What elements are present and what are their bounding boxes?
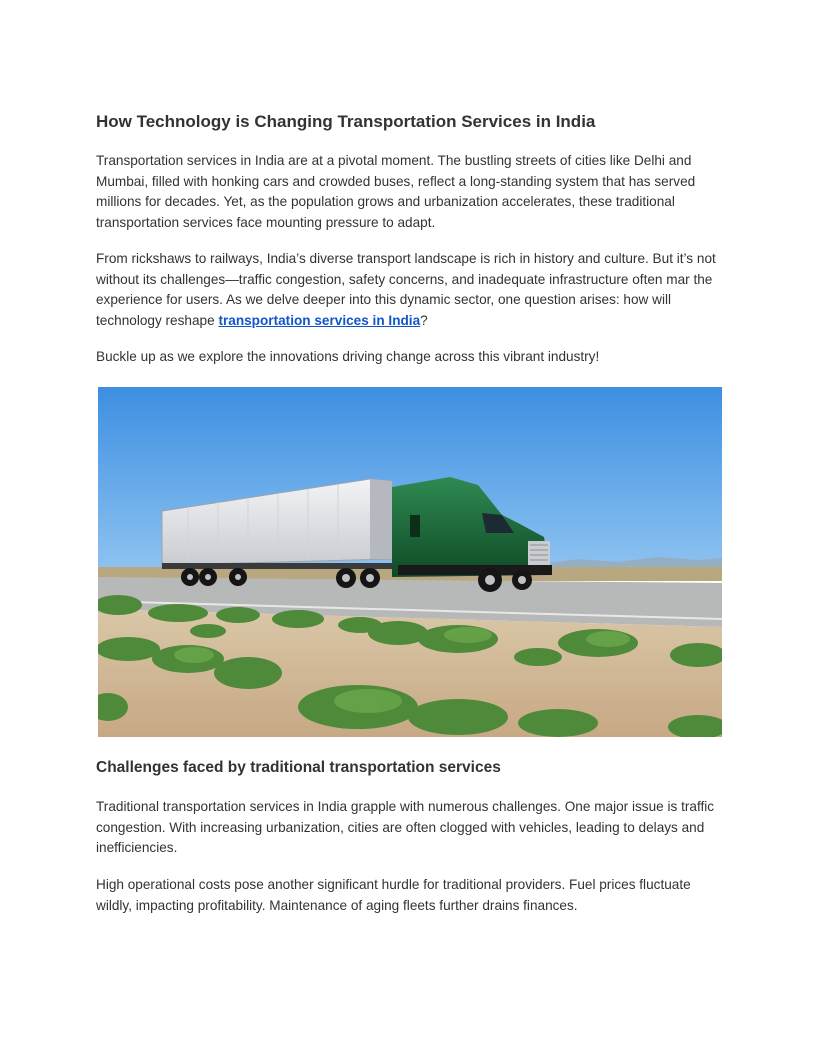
transportation-services-link[interactable]: transportation services in India bbox=[218, 313, 421, 329]
paragraph-buckle-up: Buckle up as we explore the innovations driving change across this vibrant industry! bbox=[96, 349, 600, 364]
challenges-paragraph-2: High operational costs pose another significant hurdle for traditional providers. Fuel prices fluctuate wildly, impacting profitability. Maintenance of aging fleets further drains finances. bbox=[96, 877, 691, 913]
truck-photo bbox=[98, 387, 722, 737]
challenges-paragraph-1: Traditional transportation services in India grapple with numerous challenges. One major issue is traffic congestion. With increasing urbanization, cities are often clogged with vehicles, leading to delays and inefficiencies. bbox=[96, 799, 715, 856]
paragraph-landscape-end: ? bbox=[420, 313, 428, 329]
article-title: How Technology is Changing Transportation Services in India bbox=[96, 112, 596, 131]
paragraph-landscape-text: From rickshaws to railways, India’s diverse transport landscape is rich in history and culture. But it’s not without its challenges—traffic congestion, safety concerns, and inadequate infrastructure often mar the experience for users. As we delve deeper into this dynamic sector, one question arises: how will technology reshape bbox=[96, 251, 716, 329]
intro-paragraph: Transportation services in India are at a pivotal moment. The bustling streets of cities like Delhi and Mumbai, filled with honking cars and crowded buses, reflect a long-standing system that has served millions for decades. Yet, as the population grows and urbanization accelerates, these traditional transportation services face mounting pressure to adapt. bbox=[96, 153, 696, 231]
paragraph-landscape bbox=[96, 249, 722, 332]
section-heading: Challenges faced by traditional transportation services bbox=[96, 759, 501, 776]
